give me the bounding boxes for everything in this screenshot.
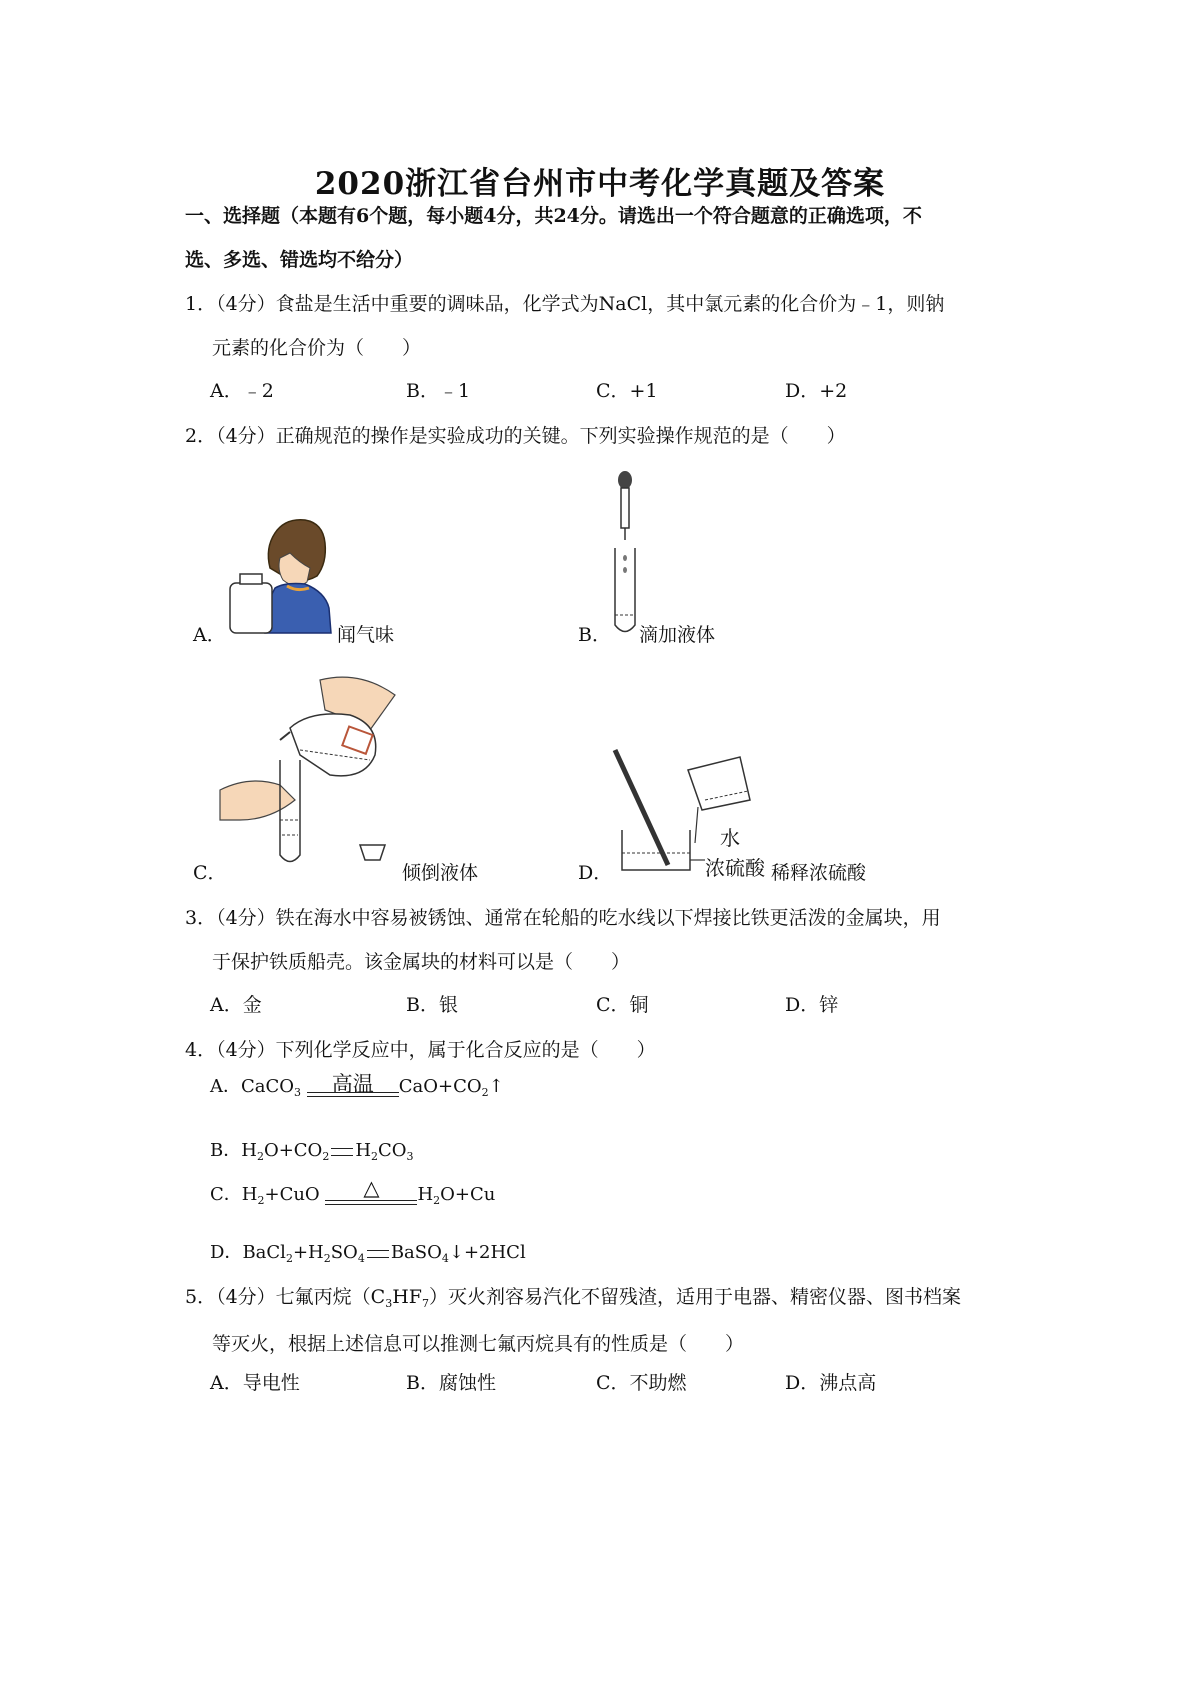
equation-d-prefix: D．: [210, 1242, 243, 1263]
question-5-line-2: 等灭火，根据上述信息可以推测七氟丙烷具有的性质是（ ）: [212, 1333, 745, 1355]
condition-heat: △: [363, 1176, 380, 1200]
eq-d-term-5: ↓+2HCl: [448, 1242, 526, 1263]
question-2: [185, 414, 1035, 458]
condition-high-temp: 高温: [331, 1072, 374, 1096]
equation-a-reactant: CaCO: [241, 1076, 295, 1097]
eq-b-sub-4: 3: [406, 1150, 414, 1163]
page-title: 2020浙江省台州市中考化学真题及答案: [314, 166, 886, 202]
option-c: C．不助燃: [596, 1372, 687, 1394]
option-d: D．锌: [785, 994, 839, 1016]
option-c: C．铜: [596, 994, 649, 1016]
equation-c: [210, 1176, 495, 1216]
section-line-2: 选、多选、错选均不给分）: [185, 249, 414, 271]
question-5-line-1: [185, 1275, 1035, 1322]
section-line-1: 一、选择题（本题有6个题，每小题4分，共24分。请选出一个符合题意的正确选项，不: [185, 205, 922, 227]
equation-b-prefix: B．: [210, 1140, 242, 1161]
eq-b-term-4: CO: [378, 1140, 407, 1161]
eq-d-sub-3: 4: [357, 1252, 365, 1265]
eq-d-term-3: SO: [330, 1242, 358, 1263]
eq-c-term-1: H: [241, 1184, 258, 1205]
eq-b-sub-1: 2: [256, 1150, 264, 1163]
equals-sign: [367, 1250, 389, 1258]
question-2-stem: 2．（4分）正确规范的操作是实验成功的关键。下列实验操作规范的是（ ）: [185, 425, 846, 447]
eq-b-term-1: H: [241, 1140, 257, 1161]
equation-a-prefix: A．: [210, 1076, 241, 1097]
eq-d-sub-1: 2: [285, 1252, 293, 1265]
option-a: A．﹣2: [210, 380, 274, 402]
equation-a-product-sub: 2: [481, 1086, 489, 1099]
eq-c-term-3: H: [417, 1184, 434, 1205]
q5-sub-1: 3: [385, 1297, 393, 1310]
equation-b: [210, 1136, 414, 1176]
eq-c-sub-1: 2: [257, 1194, 265, 1207]
equation-a-reactant-sub: 3: [294, 1086, 302, 1099]
option-d: D．+2: [785, 380, 848, 402]
option-a: A．导电性: [210, 1372, 300, 1394]
question-3-line-1: 3．（4分）铁在海水中容易被锈蚀、通常在轮船的吃水线以下焊接比铁更活泼的金属块，用: [185, 907, 941, 929]
eq-d-term-4: BaSO: [390, 1242, 442, 1263]
eq-d-sub-4: 4: [441, 1252, 449, 1265]
equation-a: [210, 1068, 504, 1108]
eq-b-term-3: H: [355, 1140, 372, 1161]
option-b: B．﹣1: [406, 380, 471, 402]
question-1-line-2: 元素的化合价为（ ）: [212, 337, 422, 359]
question-1: [185, 282, 1035, 370]
eq-c-term-2: +CuO: [264, 1184, 320, 1205]
eq-d-term-1: BaCl: [242, 1242, 286, 1263]
option-b: B．腐蚀性: [406, 1372, 496, 1394]
eq-b-term-2: O+CO: [263, 1140, 323, 1161]
figure-a-letter: A．: [193, 624, 226, 646]
pouring-liquid-illustration: [220, 670, 405, 870]
option-c: C．+1: [596, 380, 658, 402]
option-d: D．沸点高: [785, 1372, 877, 1394]
eq-c-sub-3: 2: [433, 1194, 441, 1207]
figure-c-letter: C．: [193, 862, 227, 884]
reaction-condition: [307, 1068, 399, 1096]
q5-sub-2: 7: [421, 1297, 429, 1310]
equation-a-product: CaO+CO: [398, 1076, 482, 1097]
option-a: A．金: [210, 994, 262, 1016]
question-4-stem: 4．（4分）下列化学反应中，属于化合反应的是（ ）: [185, 1039, 656, 1061]
figure-d-letter: D．: [578, 862, 613, 884]
figure-a-label: 闻气味: [337, 624, 395, 646]
eq-d-term-2: +H: [292, 1242, 324, 1263]
q5-text-b: HF: [392, 1286, 422, 1308]
eq-b-sub-3: 2: [371, 1150, 379, 1163]
equation-d: [210, 1238, 526, 1278]
question-3-line-2: 于保护铁质船壳。该金属块的材料可以是（ ）: [212, 951, 631, 973]
figure-c-label: 倾倒液体: [402, 862, 479, 884]
figure-d-acid-label: 浓硫酸: [705, 856, 765, 880]
figure-d-water-label: 水: [720, 826, 740, 850]
question-4: [185, 1028, 1035, 1072]
smelling-figure-illustration: [225, 508, 340, 636]
equals-sign: [331, 1148, 353, 1156]
q5-text-a: 5．（4分）七氟丙烷（C: [185, 1286, 386, 1308]
question-1-line-1: 1．（4分）食盐是生活中重要的调味品，化学式为NaCl，其中氯元素的化合价为﹣1，则钠: [185, 293, 945, 315]
section-heading: [185, 194, 1035, 282]
dropper-test-tube-illustration: [605, 470, 645, 640]
reaction-condition: [325, 1176, 417, 1200]
equation-c-prefix: C．: [210, 1184, 242, 1205]
figure-d-label: 稀释浓硫酸: [771, 862, 867, 884]
figure-b-letter: B．: [578, 624, 611, 646]
option-b: B．银: [406, 994, 458, 1016]
q5-text-c: ）灭火剂容易汽化不留残渣，适用于电器、精密仪器、图书档案: [428, 1286, 961, 1308]
eq-d-sub-2: 2: [323, 1252, 331, 1265]
question-5: [185, 1275, 1035, 1366]
question-3: [185, 896, 1035, 984]
eq-c-term-4: O+Cu: [440, 1184, 496, 1205]
gas-arrow: ↑: [488, 1076, 504, 1097]
eq-b-sub-2: 2: [322, 1150, 330, 1163]
figure-b-label: 滴加液体: [639, 624, 716, 646]
